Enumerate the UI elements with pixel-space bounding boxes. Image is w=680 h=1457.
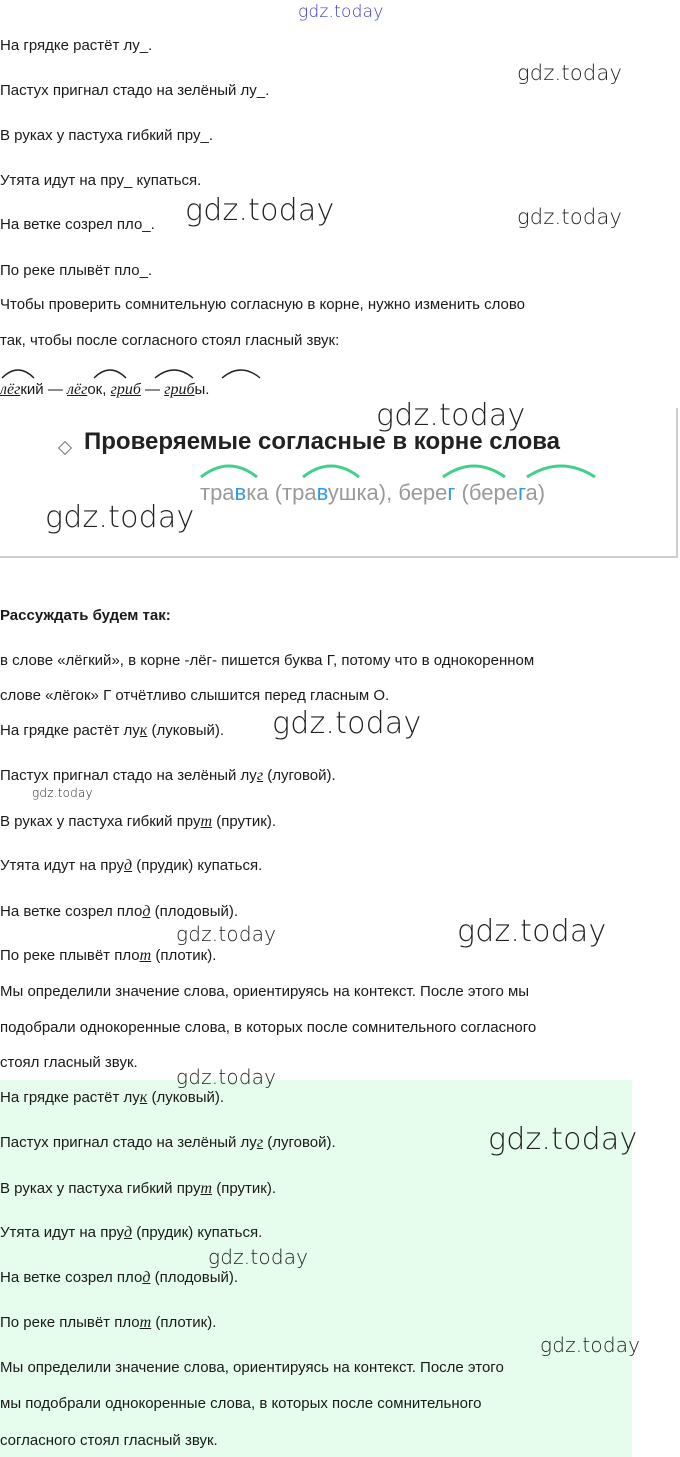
- exercise-line: По реке плывёт пло_.: [0, 262, 153, 279]
- answer-line: На ветке созрел плод (плодовый).: [0, 903, 239, 920]
- watermark: gdz.today: [540, 1333, 641, 1357]
- answer-letter: т: [200, 1180, 213, 1197]
- watermark: gdz.today: [208, 1245, 309, 1269]
- answer-line: На грядке растёт лук (луковый).: [0, 722, 225, 739]
- final-conclusion-text: согласного стоял гласный звук.: [0, 1432, 218, 1449]
- root-word: лёг: [67, 381, 88, 398]
- example-text: ушка), бере: [327, 480, 448, 505]
- dash: —: [145, 381, 161, 398]
- rule-example: [200, 480, 545, 506]
- watermark: gdz.today: [488, 1122, 638, 1157]
- watermark: gdz.today: [176, 1065, 277, 1089]
- root-arc: [220, 366, 262, 380]
- watermark: gdz.today: [32, 786, 93, 800]
- example-text: а): [525, 480, 546, 505]
- answer-letter: д: [124, 857, 133, 874]
- root-arc: [0, 366, 36, 380]
- root-examples: [0, 380, 209, 400]
- answer-line: Пастух пригнал стадо на зелёный луг (луговой).: [0, 767, 336, 784]
- watermark: gdz.today: [176, 922, 277, 946]
- green-arc-icon: [198, 461, 260, 479]
- final-conclusion-text: Мы определили значение слова, ориентируясь на контекст. После этого: [0, 1359, 504, 1376]
- word-ending: ы.: [194, 381, 210, 398]
- reasoning-text: в слове «лёгкий», в корне -лёг- пишется буква Г, потому что в однокоренном: [0, 652, 535, 669]
- watermark: gdz.today: [185, 193, 335, 228]
- highlight-letter: в: [316, 480, 328, 505]
- highlight-letter: в: [234, 480, 247, 505]
- exercise-line: В руках у пастуха гибкий пру_.: [0, 127, 213, 144]
- exercise-line: На ветке созрел пло_.: [0, 216, 155, 233]
- watermark: gdz.today: [272, 706, 422, 741]
- root-arc: [92, 366, 128, 380]
- answer-letter: т: [200, 813, 213, 830]
- watermark: gdz.today: [376, 398, 526, 433]
- answer-line: По реке плывёт плот (плотик).: [0, 1314, 217, 1331]
- answer-letter: т: [139, 947, 152, 964]
- answer-line: По реке плывёт плот (плотик).: [0, 947, 217, 964]
- highlight-letter: г: [517, 480, 526, 505]
- answer-letter: г: [256, 767, 264, 784]
- answer-line: В руках у пастуха гибкий прут (прутик).: [0, 1180, 276, 1197]
- conclusion-text: подобрали однокоренные слова, в которых после сомнительного согласного: [0, 1019, 537, 1036]
- root-arc: [153, 366, 195, 380]
- answer-letter: к: [139, 722, 148, 739]
- green-arc-icon: [524, 461, 598, 479]
- answer-line: На ветке созрел плод (плодовый).: [0, 1269, 239, 1286]
- example-text: ка (тра: [246, 480, 317, 505]
- word-ending: ок,: [87, 381, 107, 398]
- example-text: (бере: [455, 480, 518, 505]
- dash: —: [47, 381, 63, 398]
- answer-line: На грядке растёт лук (луковый).: [0, 1089, 225, 1106]
- word-ending: кий: [20, 381, 44, 398]
- answer-line: Утята идут на пруд (прудик) купаться.: [0, 1224, 263, 1241]
- watermark: gdz.today: [517, 61, 623, 85]
- section-heading: Рассуждать будем так:: [0, 607, 171, 624]
- answer-letter: д: [142, 903, 151, 920]
- rule-title: Проверяемые согласные в корне слова: [84, 428, 561, 455]
- answer-line: В руках у пастуха гибкий прут (прутик).: [0, 813, 276, 830]
- watermark: gdz.today: [457, 914, 607, 949]
- conclusion-text: стоял гласный звук.: [0, 1054, 138, 1071]
- root-word: гриб: [164, 381, 195, 398]
- exercise-line: Пастух пригнал стадо на зелёный лу_.: [0, 82, 270, 99]
- highlight-letter: г: [447, 480, 456, 505]
- watermark: gdz.today: [517, 205, 623, 229]
- hint-text: так, чтобы после согласного стоял гласный звук:: [0, 332, 340, 349]
- answer-line: Пастух пригнал стадо на зелёный луг (луговой).: [0, 1134, 336, 1151]
- watermark: gdz.today: [45, 500, 195, 535]
- green-arc-icon: [300, 461, 362, 479]
- answer-letter: д: [124, 1224, 133, 1241]
- exercise-line: Утята идут на пру_ купаться.: [0, 172, 202, 189]
- green-arc-icon: [440, 461, 508, 479]
- example-text: тра: [200, 480, 235, 505]
- answer-letter: к: [139, 1089, 148, 1106]
- answer-letter: т: [139, 1314, 152, 1331]
- watermark: gdz.today: [298, 2, 384, 22]
- final-conclusion-text: мы подобрали однокоренные слова, в которых после сомнительного: [0, 1395, 482, 1412]
- reasoning-text: слове «лёгок» Г отчётливо слышится перед гласным О.: [0, 687, 390, 704]
- answer-line: Утята идут на пруд (прудик) купаться.: [0, 857, 263, 874]
- root-word: гриб: [110, 381, 141, 398]
- answer-letter: д: [142, 1269, 151, 1286]
- exercise-line: На грядке растёт лу_.: [0, 37, 153, 54]
- conclusion-text: Мы определили значение слова, ориентируясь на контекст. После этого мы: [0, 983, 530, 1000]
- hint-text: Чтобы проверить сомнительную согласную в корне, нужно изменить слово: [0, 296, 525, 313]
- root-word: лёг: [0, 381, 21, 398]
- answer-letter: г: [256, 1134, 264, 1151]
